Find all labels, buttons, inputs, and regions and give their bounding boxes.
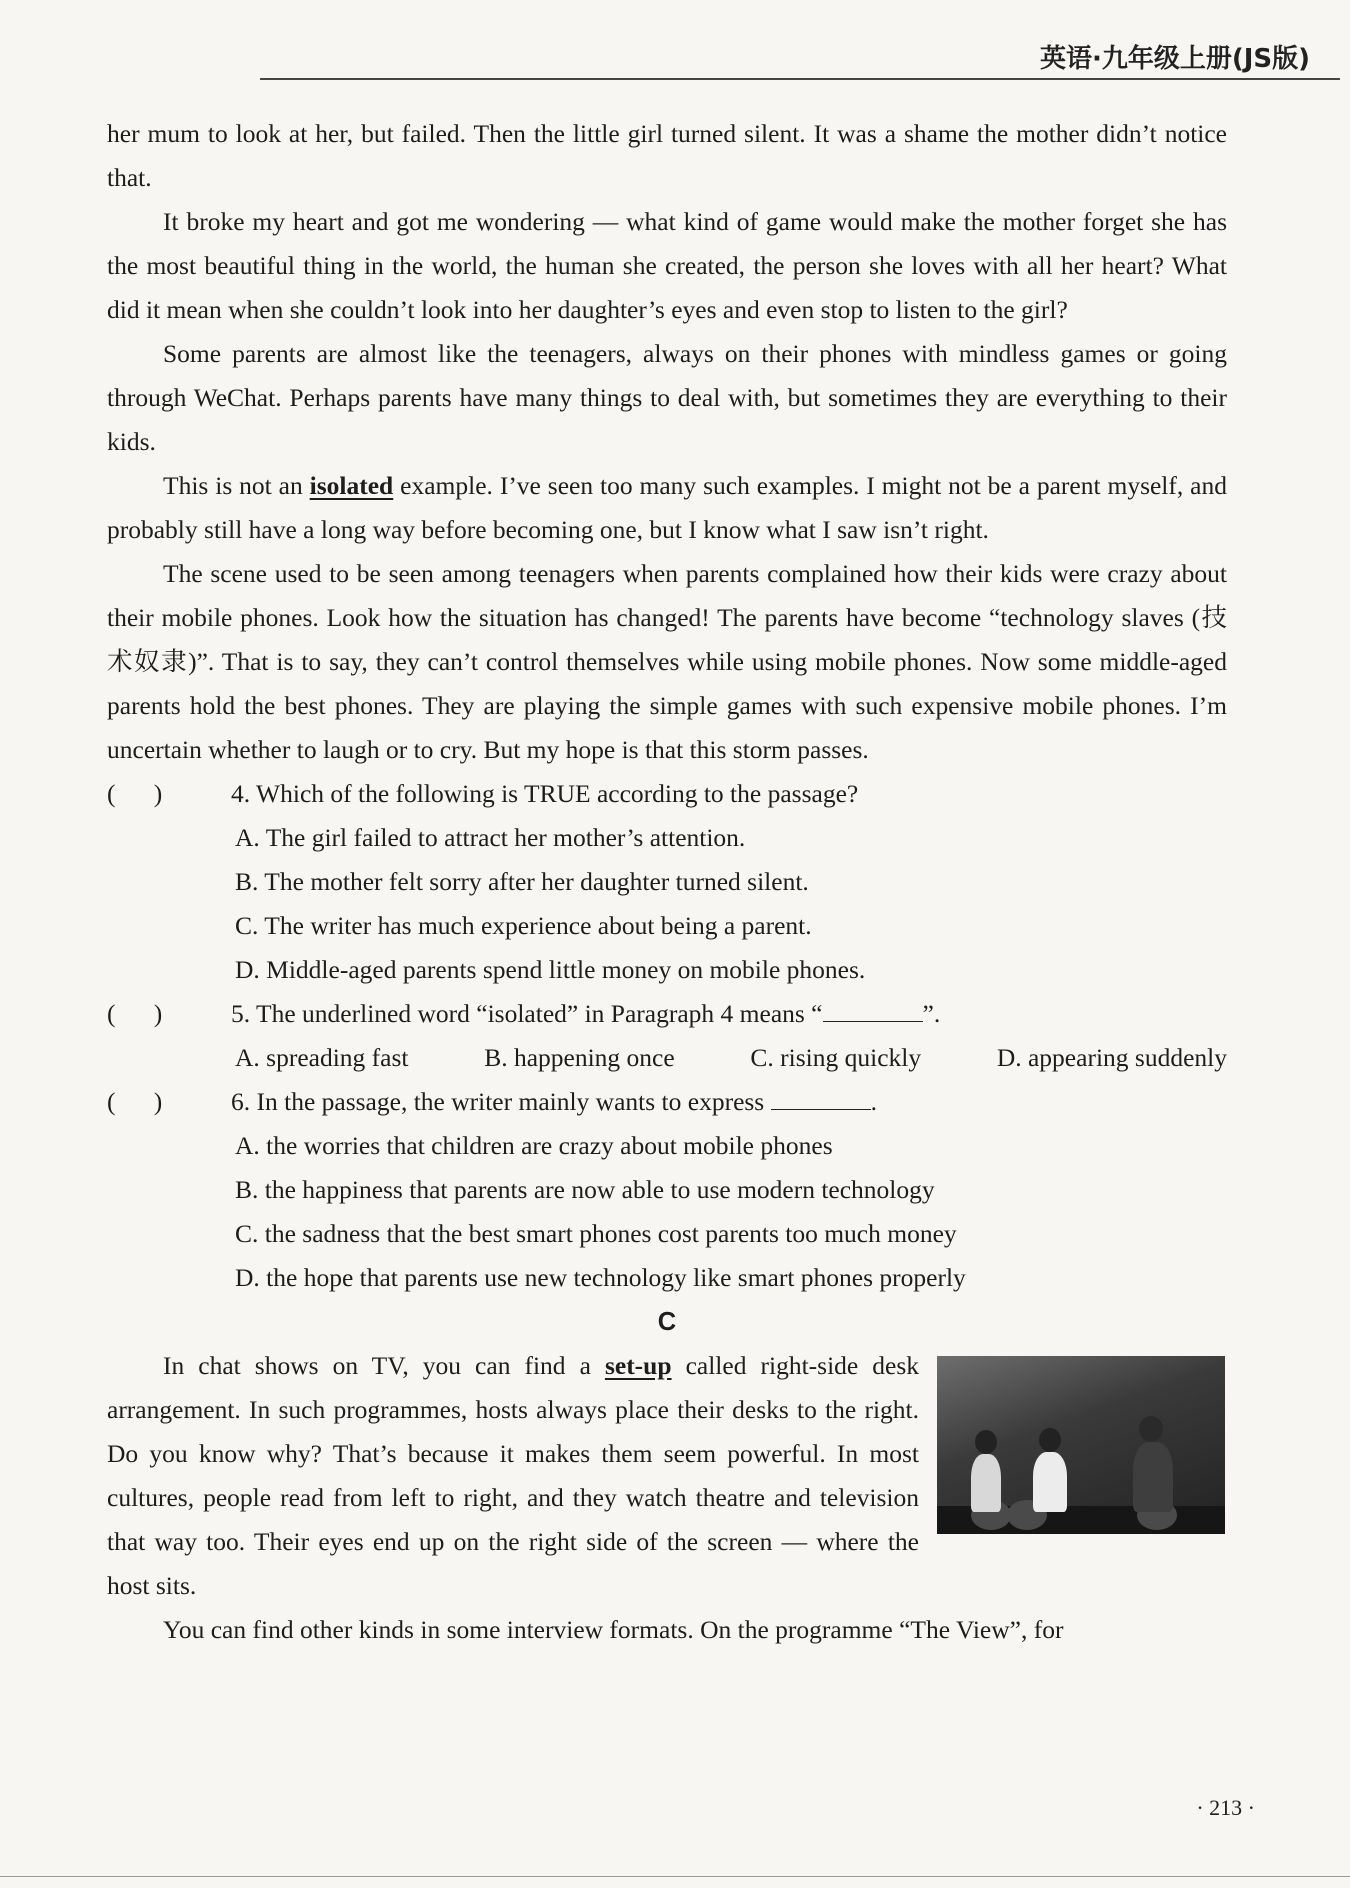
q6-option-a: A. the worries that children are crazy about mobile phones — [235, 1131, 833, 1160]
q5-text-a: 5. The underlined word “isolated” in Paragraph 4 means “ — [231, 999, 823, 1028]
q5-option-d: D. appearing suddenly — [996, 1043, 1227, 1072]
q6-option-c: C. the sadness that the best smart phones cost parents too much money — [235, 1219, 957, 1248]
section-c-paragraph-1 — [107, 1344, 919, 1608]
footer-rule — [0, 1876, 1350, 1877]
question-4 — [107, 772, 1227, 816]
photo-head — [975, 1430, 997, 1454]
section-c-heading: C — [657, 1308, 677, 1336]
q5-text-b: ”. — [922, 999, 941, 1028]
paragraph-1: her mum to look at her, but failed. Then the little girl turned silent. It was a shame the mother didn’t notice that. — [107, 119, 1227, 192]
underlined-word-set-up: set-up — [604, 1351, 672, 1380]
fill-blank[interactable] — [771, 1087, 871, 1110]
question-5 — [107, 992, 1227, 1036]
fill-blank[interactable] — [823, 999, 923, 1022]
q4-option-b: B. The mother felt sorry after her daughter turned silent. — [235, 867, 809, 896]
q5-option-c: C. rising quickly — [750, 1043, 922, 1072]
q6-option-b: B. the happiness that parents are now able to use modern technology — [235, 1175, 935, 1204]
photo-host — [1133, 1442, 1173, 1512]
chat-show-photo — [937, 1356, 1225, 1534]
question-6 — [107, 1080, 1227, 1124]
question-5-text — [231, 992, 1227, 1036]
answer-paren[interactable]: ( ) — [107, 999, 163, 1028]
answer-paren[interactable]: ( ) — [107, 1087, 163, 1116]
q5-option-b: B. happening once — [484, 1043, 675, 1072]
q4-option-d: D. Middle-aged parents spend little money on mobile phones. — [235, 955, 866, 984]
photo-head — [1139, 1416, 1163, 1442]
q6-option-d: D. the hope that parents use new technology like smart phones properly — [235, 1263, 966, 1292]
photo-guest-2 — [1033, 1452, 1067, 1512]
paragraph-4 — [107, 464, 1227, 552]
q6-text-b: . — [870, 1087, 877, 1116]
answer-paren[interactable]: ( ) — [107, 779, 163, 808]
question-4-text: 4. Which of the following is TRUE according to the passage? — [231, 779, 859, 808]
paragraph-5: The scene used to be seen among teenagers when parents complained how their kids were crazy about their mobile phones. Look how the situation has changed! The parents have become “technology slaves (技术奴隶)”. That is to say, they can’t control themselves while using mobile phones. Now some middle-aged parents hold the best phones. They are playing the simple games with such expensive mobile phones. I’m uncertain whether to laugh or to cry. But my hope is that this storm passes. — [107, 559, 1227, 764]
q5-options — [107, 1036, 1227, 1080]
page-header-title: 英语·九年级上册(JS版) — [1039, 44, 1310, 74]
header-rule — [260, 78, 1340, 80]
underlined-word-isolated: isolated — [309, 471, 394, 500]
question-6-text — [231, 1080, 1227, 1124]
paragraph-3: Some parents are almost like the teenagers, always on their phones with mindless games or going through WeChat. Perhaps parents have many things to deal with, but sometimes they are everything to their kids. — [107, 339, 1227, 456]
section-c-text-a: In chat shows on TV, you can find a — [163, 1351, 605, 1380]
q4-option-c: C. The writer has much experience about being a parent. — [235, 911, 812, 940]
photo-head — [1039, 1428, 1061, 1452]
section-c-paragraph-2: You can find other kinds in some interview formats. On the programme “The View”, for — [163, 1615, 1064, 1644]
paragraph-2: It broke my heart and got me wondering — what kind of game would make the mother forget she has the most beautiful thing in the world, the human she created, the person she loves with all her heart? What did it mean when she couldn’t look into her daughter’s eyes and even stop to listen to the girl? — [107, 207, 1227, 324]
page-number: · 213 · — [1196, 1795, 1255, 1820]
paragraph-4-text-b: example. I’ve seen too many such examples. I might not be a parent myself, and probably still have a long way before becoming one, but I know what I saw isn’t right. — [107, 471, 1227, 544]
paragraph-4-text-a: This is not an — [163, 471, 310, 500]
page-content — [107, 112, 1227, 1652]
section-c-text-b: called right-side desk arrangement. In such programmes, hosts always place their desks to the right. Do you know why? That’s because it makes them seem powerful. In most cultures, people read from left to right, and they watch theatre and television that way too. Their eyes end up on the right side of the screen — where the host sits. — [107, 1351, 919, 1600]
q6-text-a: 6. In the passage, the writer mainly wants to express — [231, 1087, 771, 1116]
section-c — [107, 1344, 1227, 1608]
q4-option-a: A. The girl failed to attract her mother’s attention. — [235, 823, 746, 852]
photo-guest-1 — [971, 1454, 1001, 1512]
q5-option-a: A. spreading fast — [235, 1043, 409, 1072]
